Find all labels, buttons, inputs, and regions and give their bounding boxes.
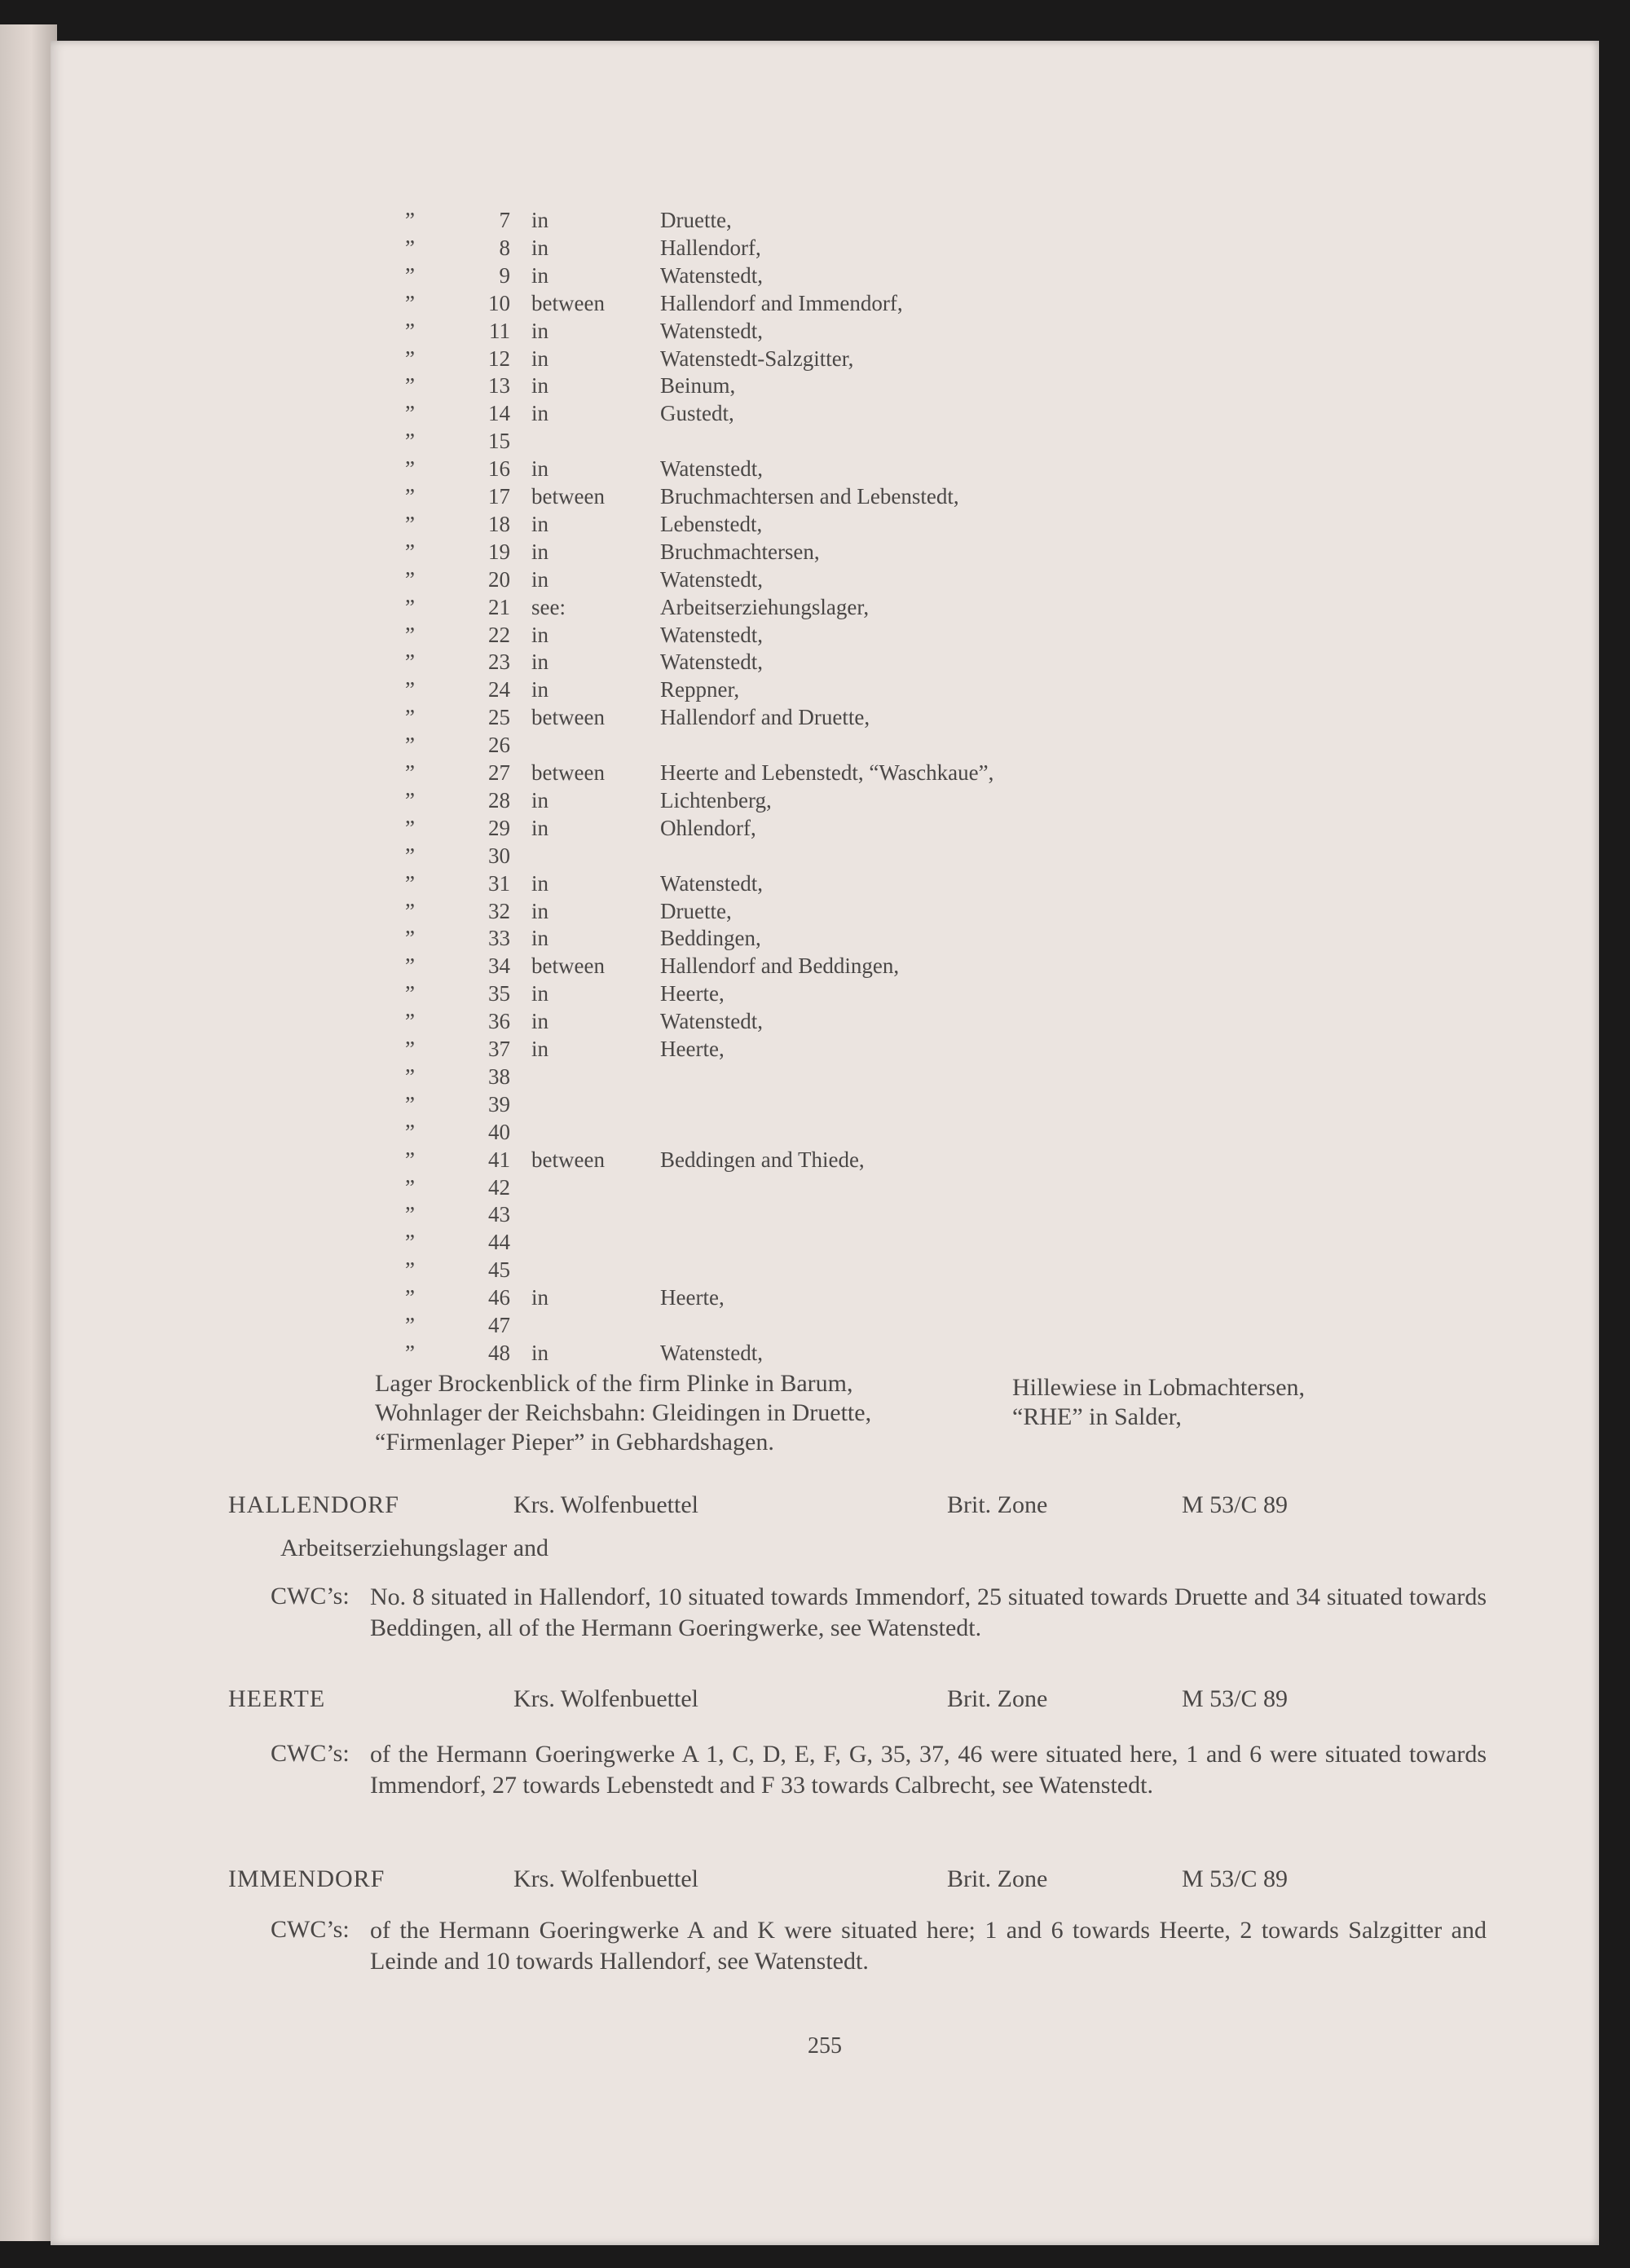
ditto-mark: ” [405,677,415,702]
ditto-mark: ” [405,208,415,232]
ditto-mark: ” [405,898,415,923]
misc-camp-item: “RHE” in Salder, [1012,1403,1182,1430]
camp-number: 15 [488,429,510,454]
cwc-text: No. 8 situated in Hallendorf, 10 situated towards Immendorf, 25 situated towards Druette and 34 situated towards Beddingen, all of the Hermann Goeringwerke, see Watenstedt. [370,1583,1487,1641]
camp-number: 40 [488,1119,510,1144]
camp-list-row [51,1284,1599,1311]
ditto-mark: ” [405,1230,415,1255]
camp-preposition: between [531,1147,605,1172]
camp-place: Ohlendorf, [660,815,756,840]
camp-preposition: in [531,787,549,813]
page-number: 255 [808,2033,842,2059]
camp-list-row [51,455,1599,482]
camp-number: 28 [488,787,510,813]
misc-camp-item: Wohnlager der Reichsbahn: Gleidingen in Druette, [375,1399,872,1426]
camp-number: 14 [488,401,510,426]
camp-preposition: in [531,1340,549,1365]
camp-preposition: in [531,870,549,896]
camp-place: Lebenstedt, [660,511,763,536]
camp-list-row [51,648,1599,676]
camp-list-row [51,427,1599,455]
camp-place: Heerte, [660,1285,725,1310]
camp-number: 37 [488,1037,510,1061]
document-page [51,41,1599,2245]
camp-list-row [51,510,1599,538]
camp-number: 42 [488,1174,510,1200]
ditto-mark: ” [405,650,415,675]
camp-preposition: between [531,953,605,979]
entry-map-ref: M 53/C 89 [1182,1865,1289,1892]
entry-district: Krs. Wolfenbuettel [513,1685,698,1712]
camp-list-row [51,786,1599,814]
camp-list-row [51,1090,1599,1118]
cwc-label: CWC’s: [271,1740,350,1767]
camp-preposition: between [531,760,605,785]
camp-preposition: between [531,484,605,509]
camp-number: 38 [488,1064,510,1089]
ditto-mark: ” [405,1119,415,1144]
camp-list-row [51,399,1599,427]
entry-zone: Brit. Zone [947,1491,1048,1518]
camp-preposition: see: [531,594,566,619]
camp-number: 12 [488,346,510,371]
entry-header [51,1863,1599,1896]
camp-list-row [51,924,1599,952]
ditto-mark: ” [405,981,415,1006]
camp-preposition: in [531,208,549,232]
camp-list-row [51,593,1599,621]
cwc-label: CWC’s: [271,1583,350,1610]
camp-number: 44 [488,1230,510,1255]
camp-list-row [51,814,1599,842]
entry-zone: Brit. Zone [947,1685,1048,1712]
camp-list-row [51,1339,1599,1367]
camp-number: 25 [488,705,510,730]
camp-list-row [51,870,1599,897]
camp-number: 13 [488,373,510,399]
camp-preposition: in [531,566,549,592]
camp-list-row [51,372,1599,399]
camp-preposition: in [531,262,549,288]
camp-list-row [51,1228,1599,1256]
cwc-text: of the Hermann Goeringwerke A 1, C, D, E, F, G, 35, 37, 46 were situated here, 1 and 6 were situated towards Immendorf, 27 towards Lebenstedt and F 33 towards Calbrecht, see Watenstedt. [370,1741,1487,1799]
camp-list-row [51,703,1599,731]
camp-number: 46 [488,1285,510,1310]
camp-list-row [51,676,1599,703]
ditto-mark: ” [405,566,415,592]
ditto-mark: ” [405,1257,415,1283]
ditto-mark: ” [405,622,415,647]
ditto-mark: ” [405,235,415,260]
ditto-mark: ” [405,870,415,896]
camp-place: Watenstedt, [660,318,764,343]
camp-number: 45 [488,1257,510,1283]
camp-number: 33 [488,926,510,951]
camp-list-row [51,759,1599,786]
camp-list-row [51,621,1599,649]
camp-place: Watenstedt, [660,650,764,675]
camp-list-row [51,538,1599,566]
camp-place: Arbeitserziehungslager, [660,594,870,619]
ditto-mark: ” [405,373,415,399]
camp-number: 41 [488,1147,510,1172]
camp-list-row [51,1063,1599,1090]
camp-list-row [51,1174,1599,1201]
camp-place: Beinum, [660,373,736,399]
camp-list-row [51,206,1599,234]
ditto-mark: ” [405,843,415,868]
camp-preposition: in [531,898,549,923]
ditto-mark: ” [405,1174,415,1200]
ditto-mark: ” [405,1340,415,1365]
camp-list-row [51,234,1599,262]
camp-place: Heerte, [660,1037,725,1061]
ditto-mark: ” [405,1285,415,1310]
camp-place: Watenstedt, [660,870,764,896]
ditto-mark: ” [405,1009,415,1034]
camp-place: Gustedt, [660,401,734,426]
ditto-mark: ” [405,539,415,564]
entry-district: Krs. Wolfenbuettel [513,1865,698,1892]
ditto-mark: ” [405,318,415,343]
camp-list-row [51,1007,1599,1035]
camp-list-row [51,289,1599,317]
entry-name: HALLENDORF [228,1491,399,1518]
camp-place: Hallendorf and Druette, [660,705,870,730]
ditto-mark: ” [405,1091,415,1116]
ditto-mark: ” [405,815,415,840]
camp-preposition: in [531,539,549,564]
ditto-mark: ” [405,787,415,813]
camp-number: 19 [488,539,510,564]
camp-number: 32 [488,898,510,923]
ditto-mark: ” [405,262,415,288]
camp-number: 9 [499,262,510,288]
camp-preposition: in [531,346,549,371]
camp-list-row [51,1146,1599,1174]
camp-number: 39 [488,1091,510,1116]
camp-list-row [51,1035,1599,1063]
ditto-mark: ” [405,429,415,454]
misc-camp-item: Hillewiese in Lobmachtersen, [1012,1374,1306,1401]
camp-place: Beddingen and Thiede, [660,1147,865,1172]
camp-preposition: in [531,401,549,426]
camp-number: 27 [488,760,510,785]
entry-map-ref: M 53/C 89 [1182,1491,1289,1518]
camp-preposition: in [531,926,549,951]
entry-subhead: Arbeitserziehungslager and [280,1535,549,1561]
camp-preposition: in [531,1285,549,1310]
camp-place: Hallendorf and Immendorf, [660,290,903,315]
camp-list-row [51,980,1599,1007]
ditto-mark: ” [405,1037,415,1061]
camp-preposition: in [531,981,549,1006]
camp-preposition: in [531,1037,549,1061]
camp-number: 21 [488,594,510,619]
camp-place: Druette, [660,898,732,923]
camp-place: Watenstedt, [660,1009,764,1034]
previous-page-edge [0,24,57,2241]
camp-place: Watenstedt, [660,456,764,482]
ditto-mark: ” [405,594,415,619]
camp-number: 35 [488,981,510,1006]
camp-place: Watenstedt, [660,1340,764,1365]
misc-camp-item: Lager Brockenblick of the firm Plinke in Barum, [375,1370,853,1397]
ditto-mark: ” [405,484,415,509]
camp-list-row [51,1200,1599,1228]
entry-header [51,1683,1599,1715]
camp-number: 26 [488,733,510,758]
camp-preposition: between [531,705,605,730]
camp-number: 10 [488,290,510,315]
entry-header [51,1489,1599,1522]
camp-place: Heerte and Lebenstedt, “Waschkaue”, [660,760,994,785]
camp-preposition: in [531,1009,549,1034]
ditto-mark: ” [405,456,415,482]
entry-map-ref: M 53/C 89 [1182,1685,1289,1712]
cwc-label: CWC’s: [271,1916,350,1943]
ditto-mark: ” [405,346,415,371]
camp-list-row [51,952,1599,980]
ditto-mark: ” [405,760,415,785]
camp-list-row [51,1256,1599,1284]
camp-preposition: in [531,622,549,647]
camp-preposition: in [531,815,549,840]
camp-number: 31 [488,870,510,896]
camp-place: Reppner, [660,677,740,702]
camp-place: Beddingen, [660,926,761,951]
ditto-mark: ” [405,401,415,426]
camp-preposition: in [531,318,549,343]
camp-list-row [51,345,1599,372]
ditto-mark: ” [405,953,415,979]
camp-list-row [51,262,1599,289]
camp-number: 22 [488,622,510,647]
ditto-mark: ” [405,290,415,315]
camp-number: 29 [488,815,510,840]
camp-preposition: in [531,456,549,482]
camp-number: 8 [499,235,510,260]
ditto-mark: ” [405,733,415,758]
camp-number: 23 [488,650,510,675]
camp-number: 36 [488,1009,510,1034]
camp-number: 24 [488,677,510,702]
camp-list-row [51,731,1599,759]
camp-number: 7 [499,208,510,232]
misc-camp-item: “Firmenlager Pieper” in Gebhardshagen. [375,1429,774,1455]
ditto-mark: ” [405,1313,415,1337]
camp-list-row [51,897,1599,925]
camp-place: Watenstedt-Salzgitter, [660,346,854,371]
ditto-mark: ” [405,1202,415,1227]
camp-place: Hallendorf, [660,235,761,260]
camp-place: Heerte, [660,981,725,1006]
camp-number: 18 [488,511,510,536]
ditto-mark: ” [405,1064,415,1089]
cwc-text: of the Hermann Goeringwerke A and K were situated here; 1 and 6 towards Heerte, 2 towards Salzgitter and Leinde and 10 towards Hallendorf, see Watenstedt. [370,1917,1487,1975]
entry-zone: Brit. Zone [947,1865,1048,1892]
camp-place: Bruchmachtersen, [660,539,820,564]
ditto-mark: ” [405,511,415,536]
camp-list-row [51,566,1599,593]
entry-name: HEERTE [228,1685,326,1712]
ditto-mark: ” [405,705,415,730]
camp-preposition: in [531,650,549,675]
camp-list-row [51,482,1599,510]
camp-place: Lichtenberg, [660,787,772,813]
camp-list-row [51,1311,1599,1339]
camp-place: Watenstedt, [660,566,764,592]
camp-number: 16 [488,456,510,482]
camp-list-row [51,317,1599,345]
entry-name: IMMENDORF [228,1865,385,1892]
camp-number: 11 [489,318,510,343]
camp-preposition: in [531,235,549,260]
camp-list-row [51,842,1599,870]
camp-preposition: in [531,677,549,702]
camp-number: 48 [488,1340,510,1365]
ditto-mark: ” [405,926,415,951]
camp-place: Watenstedt, [660,262,764,288]
entry-district: Krs. Wolfenbuettel [513,1491,698,1518]
camp-preposition: in [531,373,549,399]
camp-number: 30 [488,843,510,868]
camp-number: 34 [488,953,510,979]
camp-number: 43 [488,1202,510,1227]
camp-list-row [51,1118,1599,1146]
camp-place: Druette, [660,208,732,232]
page-content [51,41,1599,2245]
camp-place: Bruchmachtersen and Lebenstedt, [660,484,959,509]
camp-number: 20 [488,566,510,592]
ditto-mark: ” [405,1147,415,1172]
camp-number: 47 [488,1313,510,1337]
camp-place: Hallendorf and Beddingen, [660,953,900,979]
camp-place: Watenstedt, [660,622,764,647]
camp-preposition: between [531,290,605,315]
camp-preposition: in [531,511,549,536]
camp-number: 17 [488,484,510,509]
